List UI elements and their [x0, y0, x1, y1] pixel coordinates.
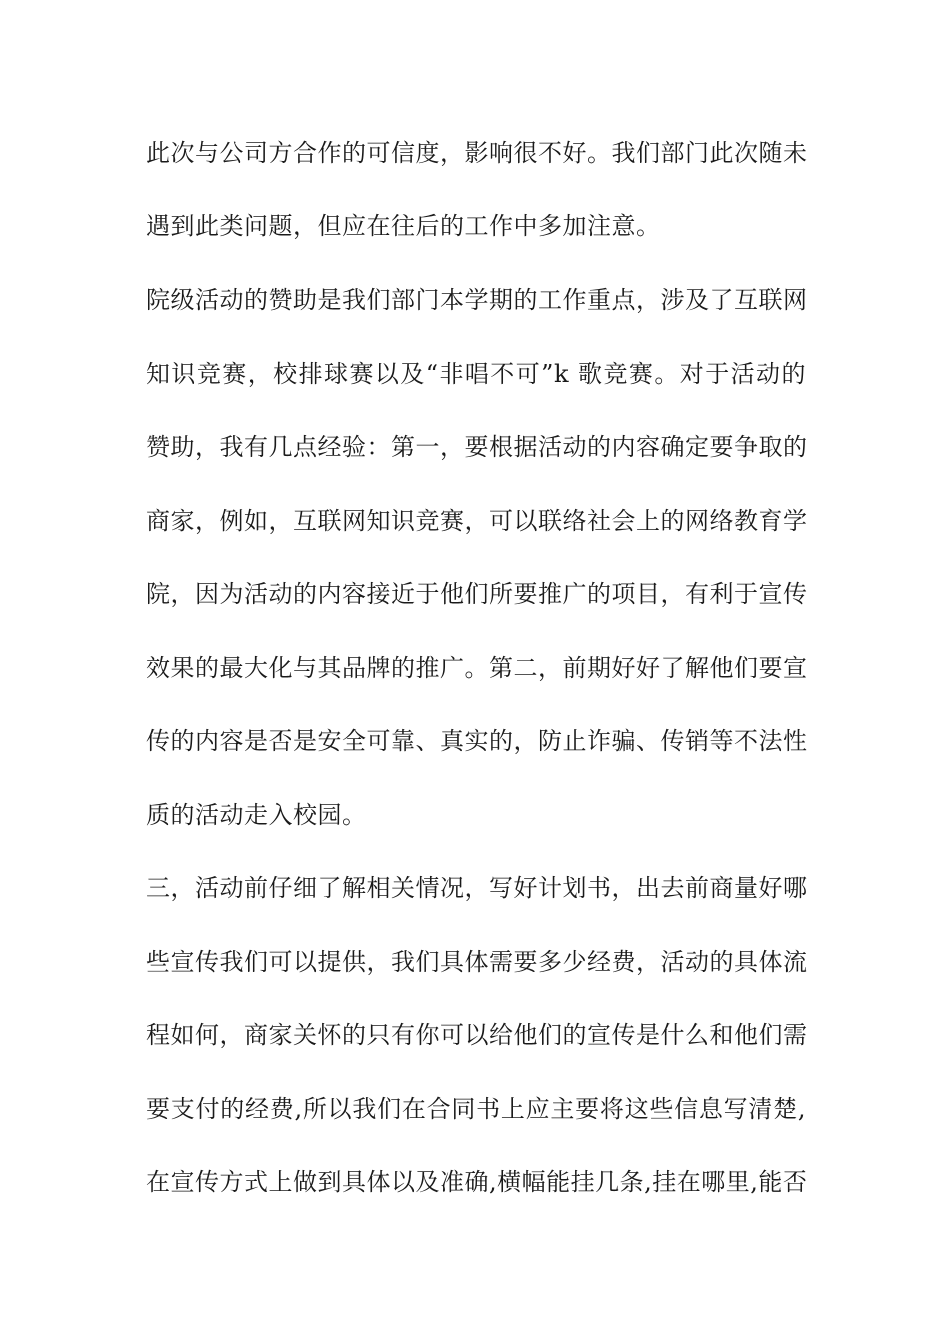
text-line: 效果的最大化与其品牌的推广。第二，前期好好了解他们要宣 [146, 654, 808, 682]
text-line: 传的内容是否是安全可靠、真实的，防止诈骗、传销等不法性 [146, 727, 808, 755]
text-line: 三，活动前仔细了解相关情况，写好计划书，出去前商量好哪 [146, 874, 808, 902]
text-line: 质的活动走入校园。 [146, 801, 367, 829]
text-line: 此次与公司方合作的可信度，影响很不好。我们部门此次随未 [146, 139, 808, 167]
text-line: 院，因为活动的内容接近于他们所要推广的项目，有利于宣传 [146, 580, 808, 608]
text-line: 要支付的经费,所以我们在合同书上应主要将这些信息写清楚, [146, 1095, 806, 1123]
text-line: 院级活动的赞助是我们部门本学期的工作重点，涉及了互联网 [146, 286, 808, 314]
text-line: 赞助，我有几点经验：第一，要根据活动的内容确定要争取的 [146, 433, 808, 461]
text-line: 程如何，商家关怀的只有你可以给他们的宣传是什么和他们需 [146, 1021, 808, 1049]
text-line: 商家，例如，互联网知识竞赛，可以联络社会上的网络教育学 [146, 507, 808, 535]
text-line: 知识竞赛，校排球赛以及“非唱不可”k 歌竞赛。对于活动的 [146, 360, 806, 388]
text-line: 些宣传我们可以提供，我们具体需要多少经费，活动的具体流 [146, 948, 808, 976]
text-line: 在宣传方式上做到具体以及准确,横幅能挂几条,挂在哪里,能否 [146, 1168, 808, 1196]
text-line: 遇到此类问题，但应在往后的工作中多加注意。 [146, 212, 661, 240]
